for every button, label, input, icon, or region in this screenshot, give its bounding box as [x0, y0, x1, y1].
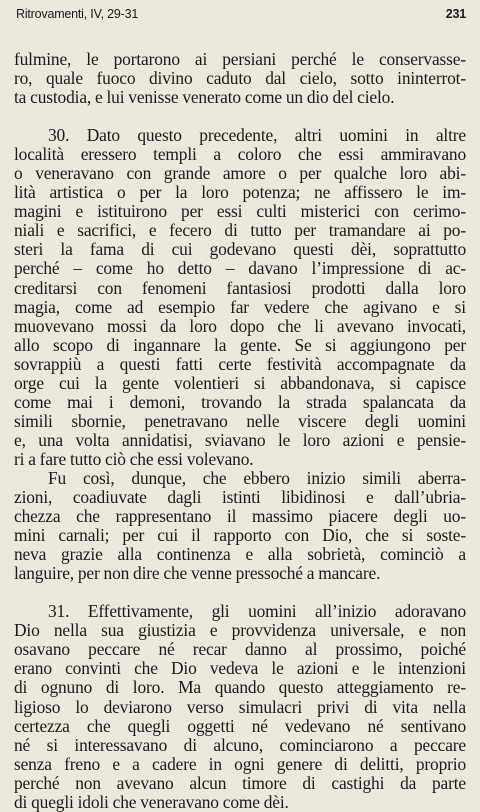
- paragraph-section-30: [14, 126, 466, 469]
- text-line: ri a fare tutto ciò che essi volevano.: [14, 448, 254, 469]
- text-line: né si interessavano di alcuno, cominciarono a peccare: [14, 734, 466, 755]
- text-line: 30. Dato questo precedente, altri uomini in altre: [48, 125, 466, 146]
- text-line: creditarsi con fenomeni fantasiosi prodotti dalla loro: [14, 277, 466, 298]
- text-line: languire, per non dire che venne pressoché a mancare.: [14, 563, 381, 584]
- paragraph-aberrations: [14, 469, 466, 583]
- text-line: 31. Effettivamente, gli uomini all’inizio adoravano: [48, 601, 466, 622]
- text-line: certezza che quegli oggetti né vedevano né sentivano: [14, 715, 466, 736]
- text-line: osavano peccare né recar danno al prossimo, poiché: [14, 639, 466, 660]
- running-header: [16, 7, 466, 25]
- text-line: magia, come ad esempio far vedere che agivano e si: [14, 296, 466, 317]
- text-line: perché – come ho detto – davano l’impressione di ac-: [14, 258, 466, 279]
- page-number: 231: [445, 7, 466, 21]
- text-line: chezza che rappresentano il massimo piacere degli uo-: [14, 506, 466, 527]
- body-text: [14, 50, 466, 812]
- text-line: Fu così, dunque, che ebbero inizio simili aberra-: [48, 467, 466, 488]
- text-line: ta custodia, e lui venisse venerato come un dio del cielo.: [14, 87, 395, 108]
- text-line: zioni, coadiuvate dagli istinti libidinosi e dall’ubria-: [14, 487, 466, 508]
- text-line: steri la fama di cui godevano questi dèi, soprattutto: [14, 239, 466, 260]
- text-line: neva grazie alla continenza e alla sobrietà, cominciò a: [14, 544, 466, 565]
- text-line: e, una volta annidatisi, sviavano le loro azioni e pensie-: [14, 429, 466, 450]
- paragraph-continued: [14, 50, 466, 107]
- text-line: sovrappiù a questi fatti certe festività accompagnate da: [14, 353, 466, 374]
- text-line: niali e sacrifici, e fecero di tutto per tramandare ai po-: [14, 220, 466, 241]
- text-line: muovevano mossi da loro dopo che li avevano invocati,: [14, 315, 466, 336]
- text-line: fulmine, le portarono ai persiani perché le conservasse-: [14, 49, 466, 69]
- running-title: Ritrovamenti, IV, 29-31: [16, 7, 139, 21]
- text-line: di quegli idoli che veneravano come dèi.: [14, 791, 289, 812]
- text-line: come mai i demoni, trovando la strada spalancata da: [14, 391, 466, 412]
- text-line: erano convinti che Dio vedeva le azioni e le intenzioni: [14, 658, 466, 679]
- text-line: senza freno e a cadere in ogni genere di delitti, proprio: [14, 753, 466, 774]
- text-line: Dio nella sua giustizia e provvidenza universale, e non: [14, 620, 466, 641]
- text-line: orge cui la gente volentieri si abbandonava, si capisce: [14, 372, 466, 393]
- text-line: lità artistica o per la loro potenza; ne affissero le im-: [14, 182, 466, 203]
- text-line: simili sbornie, penetravano nelle viscere degli uomini: [14, 410, 466, 431]
- text-line: località eressero templi a coloro che essi ammiravano: [14, 144, 466, 165]
- text-line: allo scopo di ingannare la gente. Se si aggiungono per: [14, 334, 466, 355]
- paragraph-section-31: [14, 602, 466, 812]
- text-line: ro, quale fuoco divino caduto dal cielo, sotto ininterrot-: [14, 68, 466, 89]
- text-line: magini e istituirono per essi culti misterici con cerimo-: [14, 201, 466, 222]
- text-line: mini carnali; per cui il rapporto con Dio, che si soste-: [14, 525, 466, 546]
- text-line: o veneravano con grande amore o per qualche loro abi-: [14, 163, 466, 184]
- text-line: di ognuno di loro. Ma quando questo atteggiamento re-: [14, 677, 466, 698]
- text-line: perché non avevano alcun timore di castighi da parte: [14, 772, 466, 793]
- text-line: ligioso lo deviarono verso simulacri privi di vita nella: [14, 696, 466, 717]
